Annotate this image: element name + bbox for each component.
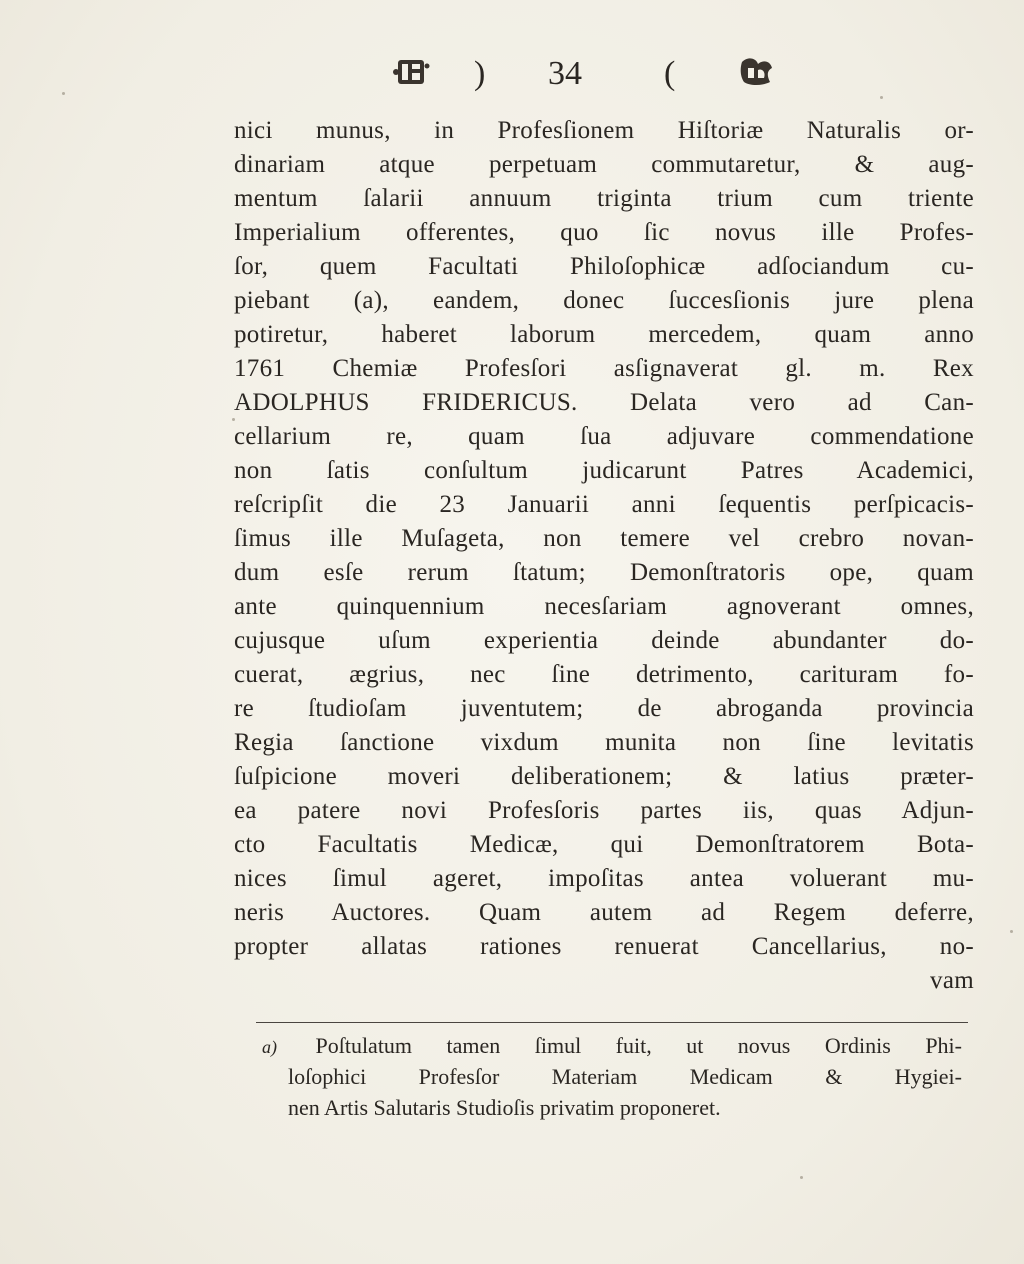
- text-line: non ſatis conſultum judicarunt Patres Academici,: [234, 457, 974, 484]
- text-line: ſuſpicione moveri deliberationem; & latius præter-: [234, 763, 974, 790]
- text-line: potiretur, haberet laborum mercedem, quam anno: [234, 321, 974, 348]
- printers-ornament-icon: [736, 52, 776, 92]
- text-line: nici munus, in Profesſionem Hiſtoriæ Naturalis or-: [234, 117, 974, 144]
- footnote-line: nen Artis Salutaris Studioſis privatim proponeret.: [288, 1095, 721, 1120]
- footnote-line: [262, 1030, 962, 1061]
- text-line: re ſtudioſam juventutem; de abroganda provincia: [234, 695, 974, 722]
- text-line: ante quinquennium necesſariam agnoverant omnes,: [234, 593, 974, 620]
- text-line: reſcripſit die 23 Januarii anni ſequentis perſpicacis-: [234, 491, 974, 518]
- text-line: dum esſe rerum ſtatum; Demonſtratoris ope, quam: [234, 559, 974, 586]
- paper-speck: [232, 418, 235, 421]
- text-line: ea patere novi Profesſoris partes iis, quas Adjun-: [234, 797, 974, 824]
- running-head-left-paren: ): [474, 55, 486, 92]
- text-line: Regia ſanctione vixdum munita non ſine levitatis: [234, 729, 974, 756]
- footnote-marker: a): [262, 1037, 277, 1057]
- printers-ornament-icon: [392, 52, 432, 92]
- text-line: Imperialium offerentes, quo ſic novus ille Profes-: [234, 219, 974, 246]
- text-line: piebant (a), eandem, donec ſuccesſionis jure plena: [234, 287, 974, 314]
- text-line: cuerat, ægrius, nec ſine detrimento, carituram fo-: [234, 661, 974, 688]
- paper-speck: [800, 1176, 803, 1179]
- paper-speck: [1010, 930, 1013, 933]
- catchword: vam: [930, 967, 974, 994]
- footnote-line: loſophici Profesſor Materiam Medicam & Hygiei-: [288, 1064, 962, 1089]
- text-line: ſor, quem Facultati Philoſophicæ adſociandum cu-: [234, 253, 974, 280]
- text-line: propter allatas rationes renuerat Cancellarius, no-: [234, 933, 974, 960]
- footnote-rule: [256, 1022, 968, 1023]
- paper-speck: [880, 96, 883, 99]
- text-line: mentum ſalarii annuum triginta trium cum triente: [234, 185, 974, 212]
- paper-speck: [62, 92, 65, 95]
- text-line: dinariam atque perpetuam commutaretur, & aug-: [234, 151, 974, 178]
- text-line: ADOLPHUS FRIDERICUS. Delata vero ad Can-: [234, 389, 974, 416]
- running-head-right-paren: (: [664, 55, 676, 92]
- text-line: cujusque uſum experientia deinde abundanter do-: [234, 627, 974, 654]
- page-number: 34: [548, 55, 582, 92]
- footnote: [262, 1030, 962, 1123]
- text-line: ſimus ille Muſageta, non temere vel crebro novan-: [234, 525, 974, 552]
- text-line: nices ſimul ageret, impoſitas antea voluerant mu-: [234, 865, 974, 892]
- text-line: cellarium re, quam ſua adjuvare commendatione: [234, 423, 974, 450]
- text-line: neris Auctores. Quam autem ad Regem deferre,: [234, 899, 974, 926]
- text-line: 1761 Chemiæ Profesſori asſignaverat gl. m. Rex: [234, 355, 974, 382]
- running-head: [0, 52, 1024, 96]
- text-line: cto Facultatis Medicæ, qui Demonſtratorem Bota-: [234, 831, 974, 858]
- main-text-block: [234, 114, 974, 998]
- footnote-line-text: Poſtulatum tamen ſimul fuit, ut novus Ordinis Phi-: [315, 1033, 962, 1058]
